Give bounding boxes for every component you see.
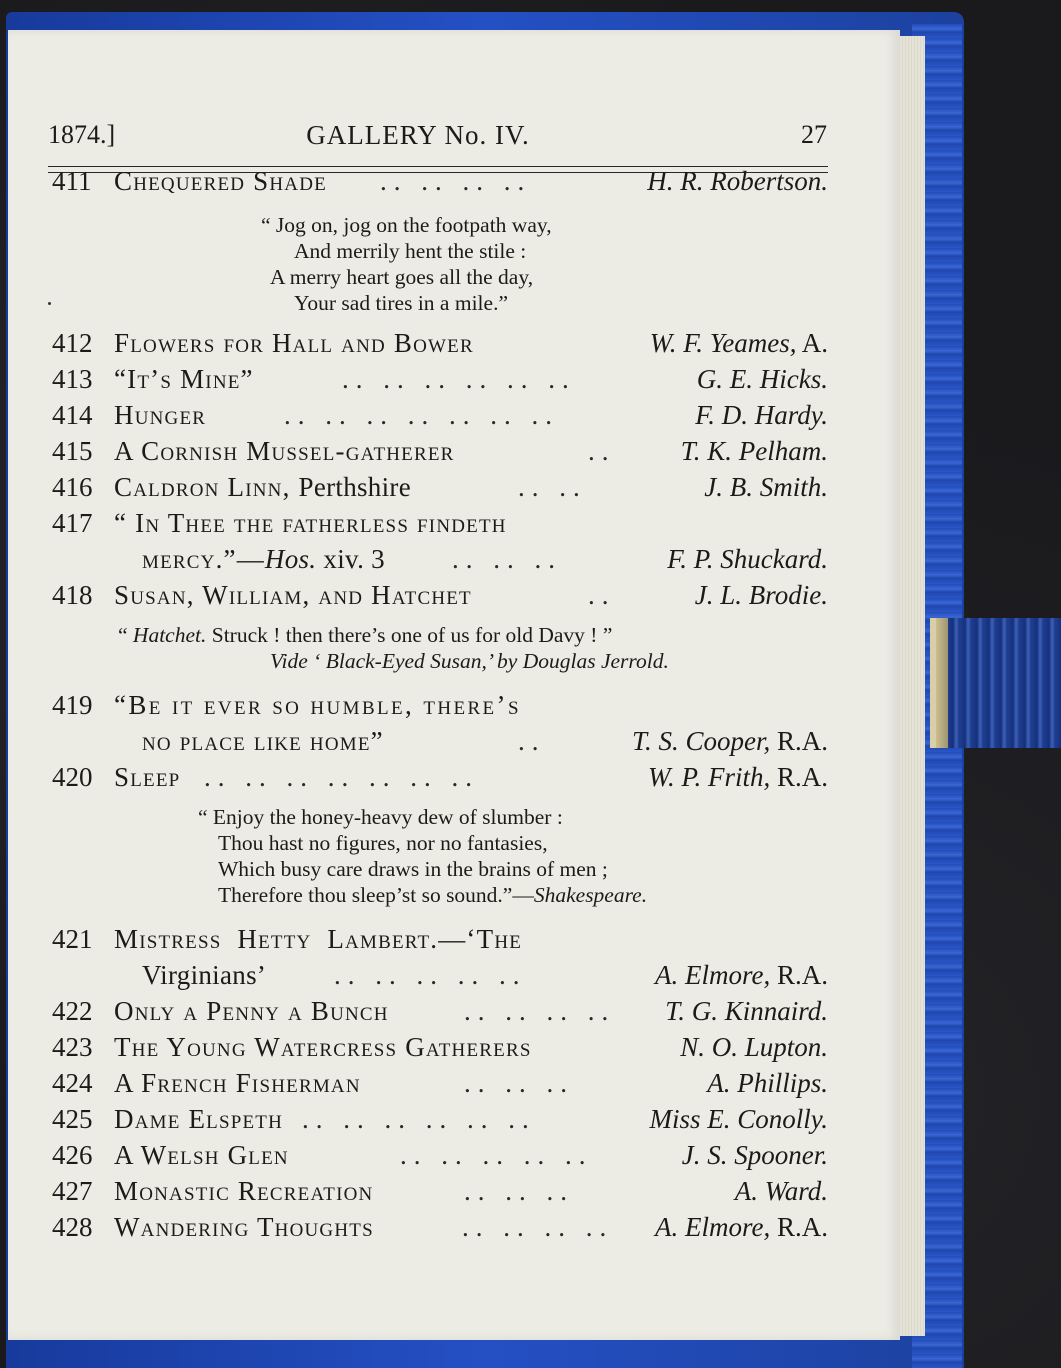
quote-line [118,622,612,648]
artist-name: G. E. Hicks. [696,364,828,394]
entry-artist [680,1032,828,1063]
quote-line: A merry heart goes all the day, [270,265,534,289]
leader-dots: .. .. .. .. .. .. .. [204,762,479,792]
catalogue-entry [52,762,828,798]
entry-title [114,472,411,503]
entry-artist [682,1140,828,1171]
entry-number: 417 [52,508,93,538]
entry-artist [681,436,828,467]
title-part: Hos. [264,544,317,574]
entry-number: 414 [52,400,93,430]
catalogue-entry [52,1140,828,1176]
catalogue-entry [52,690,828,726]
quote-part: “ [118,623,133,647]
entry-artist [650,328,828,359]
entry-title: A French Fisherman [114,1068,361,1098]
entry-artist [647,166,828,197]
entry-number: 419 [52,690,93,720]
catalogue-entry [52,1068,828,1104]
quote-part: Hatchet. [132,623,207,647]
artist-name: T. K. Pelham. [680,436,828,466]
entry-title: Wandering Thoughts [114,1212,374,1242]
quote-line: “ Jog on, jog on the footpath way, [261,213,552,237]
artist-suffix: R.A. [770,960,828,990]
entry-title: A Welsh Glen [114,1140,289,1170]
leader-dots: .. .. .. [464,1176,574,1206]
title-part: mercy.”— [142,544,265,574]
entry-title: Dame Elspeth [114,1104,284,1134]
catalogue-entry [52,996,828,1032]
artist-name: F. P. Shuckard. [667,544,828,574]
entry-title: Susan, William, and Hatchet [114,580,472,610]
quote-part: Therefore thou sleep’st so sound.”— [218,883,534,907]
entry-number: 425 [52,1104,93,1134]
catalogue-entry [52,436,828,472]
entry-number: 428 [52,1212,93,1242]
quote-author: Shakespeare. [533,883,648,907]
artist-name: J. S. Spooner. [681,1140,828,1170]
entry-title-continued [142,544,385,575]
quote-line [218,882,647,908]
title-part: Perthshire [298,472,411,502]
entry-artist [735,1176,828,1207]
catalogue-entry [52,924,828,960]
catalogue-entry [52,508,828,544]
quote-line: And merrily hent the stile : [294,239,527,263]
catalogue-entry [52,328,828,364]
title-part: xiv. 3 [316,544,385,574]
entry-number: 426 [52,1140,93,1170]
leader-dots: .. [518,726,546,756]
entry-artist [704,472,828,503]
catalogue-entry [52,400,828,436]
artist-name: W. P. Frith, [647,762,771,792]
catalogue-entry [52,580,828,616]
artist-suffix: R.A. [770,1212,828,1242]
artist-name: A. Ward. [734,1176,828,1206]
entry-title: Mistress Hetty Lambert.—‘The [114,924,523,954]
entry-artist [655,960,828,991]
quote-line: Thou hast no figures, nor no fantasies, [218,831,548,855]
leader-dots: .. .. .. .. [462,1212,614,1242]
entry-number: 427 [52,1176,93,1206]
artist-name: J. L. Brodie. [694,580,828,610]
entry-title: “ In Thee the fatherless findeth [114,508,507,538]
artist-name: J. B. Smith. [704,472,828,502]
entry-title: Chequered Shade [114,166,327,196]
catalogue-entry [52,1176,828,1212]
entry-title: “It’s Mine” [114,364,254,394]
artist-name: H. R. Robertson. [647,166,828,196]
leader-dots: .. .. [518,472,587,502]
entry-number: 420 [52,762,93,792]
leader-dots: .. .. .. .. .. .. .. [284,400,559,430]
entry-artist [695,580,828,611]
entry-title: Only a Penny a Bunch [114,996,389,1026]
entry-title: Hunger [114,400,207,430]
catalogue-entry-continuation [52,960,828,996]
entry-number: 412 [52,328,93,358]
entry-number: 416 [52,472,93,502]
artist-name: F. D. Hardy. [695,400,828,430]
entry-number: 424 [52,1068,93,1098]
leader-dots: .. .. .. .. .. .. [302,1104,536,1134]
entry-title: Monastic Recreation [114,1176,374,1206]
catalogue-entry [52,364,828,400]
leader-dots: .. .. .. .. [464,996,616,1026]
running-header-title: GALLERY No. IV. [306,120,530,150]
leader-dots: .. .. .. .. .. .. [342,364,576,394]
leader-dots: .. .. .. .. .. [400,1140,593,1170]
quote-line: Your sad tires in a mile.” [294,291,508,315]
catalogue-entry [52,1032,828,1068]
entry-title: The Young Watercress Gatherers [114,1032,532,1062]
page-number: 27 [801,120,827,149]
catalogue-entry [52,1212,828,1248]
leader-dots: .. .. .. [464,1068,574,1098]
artist-suffix: A. [796,328,828,358]
running-header-year: 1874.] [48,120,116,149]
entry-artist [707,1068,828,1099]
quote-line: Which busy care draws in the brains of men ; [218,857,608,881]
entry-artist [667,544,828,575]
entry-title-continued: Virginians’ [142,960,267,990]
entry-title: Sleep [114,762,181,792]
leader-dots: .. .. .. [452,544,562,574]
entry-title: A Cornish Mussel-gatherer [114,436,455,466]
entry-artist [655,1212,828,1243]
entry-number: 422 [52,996,93,1026]
book-page [8,30,900,1340]
quote-part: Struck ! then there’s one of us for old Davy ! ” [206,623,613,647]
artist-name: A. Phillips. [707,1068,828,1098]
catalogue-entry [52,166,828,202]
entry-number: 423 [52,1032,93,1062]
artist-name: N. O. Lupton. [680,1032,828,1062]
artist-name: A. Elmore, [655,1212,771,1242]
artist-name: T. G. Kinnaird. [665,996,828,1026]
entry-artist [665,996,828,1027]
entry-artist [697,364,828,395]
entry-title: Flowers for Hall and Bower [114,328,474,358]
artist-name: Miss E. Conolly. [649,1104,828,1134]
entry-artist [632,726,828,757]
entry-artist [648,762,828,793]
artist-name: A. Elmore, [655,960,771,990]
artist-suffix: R.A. [770,726,828,756]
entry-number: 411 [52,166,92,196]
quote-attribution: Vide ‘ Black-Eyed Susan,’ by Douglas Jerrold. [270,649,669,673]
catalogue-entry-continuation [52,544,828,580]
catalogue-entry [52,1104,828,1140]
ribbon-bookmark-tab[interactable] [930,618,1061,748]
artist-name: T. S. Cooper, [631,726,771,756]
quote-line: “ Enjoy the honey-heavy dew of slumber : [198,805,563,829]
entry-title: “Be it ever so humble, there’s [114,690,521,720]
title-part: Caldron Linn, [114,472,299,502]
page-speck [48,302,51,305]
entry-artist [695,400,828,431]
leader-dots: .. [588,436,616,466]
leader-dots: .. .. .. .. .. [334,960,527,990]
artist-name: W. F. Yeames, [649,328,797,358]
entry-number: 415 [52,436,93,466]
entry-number: 418 [52,580,93,610]
entry-title-continued: no place like home” [142,726,384,756]
leader-dots: .. .. .. .. [380,166,532,196]
entry-number: 413 [52,364,93,394]
artist-suffix: R.A. [770,762,828,792]
bookmark-tab-edge [936,618,948,748]
leader-dots: .. [588,580,616,610]
entry-number: 421 [52,924,93,954]
catalogue-entry-continuation [52,726,828,762]
catalogue-entry [52,472,828,508]
entry-artist [649,1104,828,1135]
